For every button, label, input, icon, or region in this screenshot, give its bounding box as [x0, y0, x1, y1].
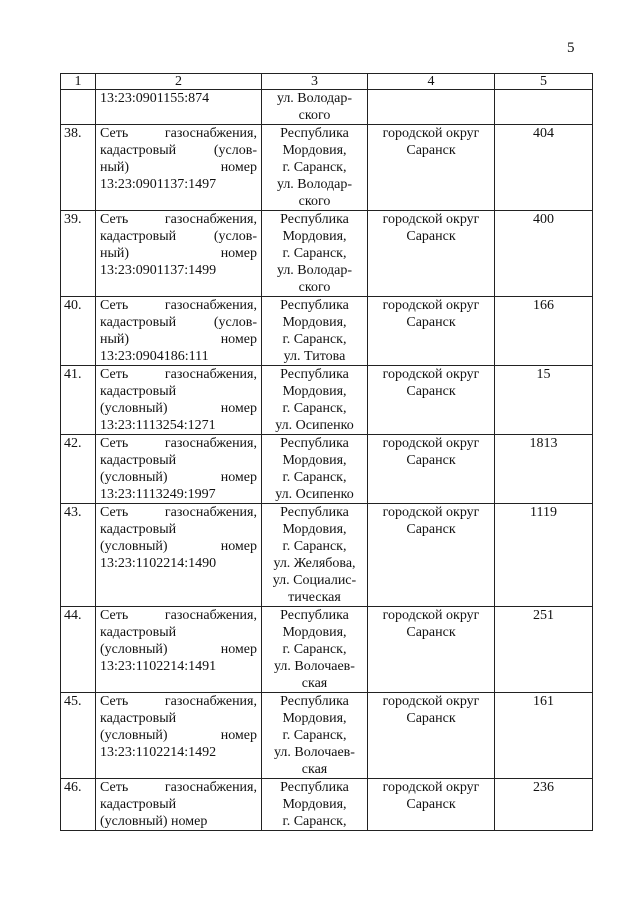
address-line: Мордовия, — [282, 711, 347, 726]
header-cell: 1 — [61, 74, 96, 90]
address-line: ул. Социалис- — [272, 573, 357, 588]
address-cell — [262, 504, 368, 607]
table-row — [61, 435, 593, 504]
address-line: Мордовия, — [282, 797, 347, 812]
district-cell — [368, 435, 495, 504]
table-row-continuation — [61, 90, 593, 125]
description-line: Сеть газоснабжения, — [100, 126, 257, 141]
district-line: Саранск — [406, 711, 456, 726]
table-row — [61, 297, 593, 366]
district-line: городской округ — [382, 298, 480, 313]
address-cell — [262, 693, 368, 779]
address-line: ул. Володар- — [276, 177, 353, 192]
address-line: г. Саранск, — [282, 470, 347, 485]
address-cell — [262, 607, 368, 693]
description-line: кадастровый — [100, 522, 177, 537]
district-cell — [368, 297, 495, 366]
row-number-cell — [61, 90, 96, 125]
row-number-cell: 39. — [61, 211, 96, 297]
address-line: ского — [298, 108, 331, 123]
description-line: 13:23:1102214:1491 — [100, 659, 217, 674]
address-line: Мордовия, — [282, 229, 347, 244]
address-line: Мордовия, — [282, 315, 347, 330]
length-cell: 1119 — [495, 504, 593, 607]
district-cell — [368, 366, 495, 435]
address-line: Мордовия, — [282, 453, 347, 468]
description-line: Сеть газоснабжения, — [100, 505, 257, 520]
address-line: ул. Осипенко — [275, 418, 354, 433]
property-table — [60, 73, 593, 831]
description-line: кадастровый — [100, 711, 177, 726]
address-line: Республика — [280, 126, 349, 141]
description-line: 13:23:0901155:874 — [100, 91, 210, 106]
address-line: Республика — [280, 298, 349, 313]
description-cell — [96, 504, 262, 607]
address-line: Мордовия, — [282, 625, 347, 640]
district-line: городской округ — [382, 780, 480, 795]
header-cell: 2 — [96, 74, 262, 90]
address-line: Республика — [280, 505, 349, 520]
description-line: 13:23:1113249:1997 — [100, 487, 216, 502]
address-line: г. Саранск, — [282, 246, 347, 261]
description-cell — [96, 297, 262, 366]
district-line: городской округ — [382, 212, 480, 227]
header-cell: 3 — [262, 74, 368, 90]
length-cell: 161 — [495, 693, 593, 779]
description-line: кадастровый — [100, 384, 177, 399]
address-line: Республика — [280, 780, 349, 795]
district-line: Саранск — [406, 797, 456, 812]
district-line: Саранск — [406, 384, 456, 399]
address-line: ул. Волочаев- — [274, 659, 355, 674]
address-line: г. Саранск, — [282, 539, 347, 554]
address-line: ского — [298, 194, 331, 209]
table-row — [61, 504, 593, 607]
district-cell — [368, 693, 495, 779]
table-row — [61, 211, 593, 297]
address-cell — [262, 211, 368, 297]
address-cell — [262, 297, 368, 366]
description-cell — [96, 607, 262, 693]
length-cell — [495, 90, 593, 125]
table-row — [61, 607, 593, 693]
header-row — [61, 74, 593, 90]
address-line: г. Саранск, — [282, 728, 347, 743]
description-line: Сеть газоснабжения, — [100, 608, 257, 623]
description-cell — [96, 125, 262, 211]
address-line: Мордовия, — [282, 143, 347, 158]
district-line: городской округ — [382, 126, 480, 141]
description-line: 13:23:0901137:1497 — [100, 177, 217, 192]
description-line: (условный) номер — [100, 470, 257, 485]
district-cell — [368, 90, 495, 125]
description-line: ный) номер — [100, 332, 257, 347]
description-cell — [96, 779, 262, 831]
length-cell: 166 — [495, 297, 593, 366]
address-line: Республика — [280, 608, 349, 623]
district-cell — [368, 125, 495, 211]
district-line: Саранск — [406, 315, 456, 330]
row-number-cell: 45. — [61, 693, 96, 779]
district-cell — [368, 504, 495, 607]
address-line: ул. Володар- — [276, 263, 353, 278]
table-row — [61, 366, 593, 435]
description-line: ный) номер — [100, 160, 257, 175]
description-cell — [96, 435, 262, 504]
length-cell: 15 — [495, 366, 593, 435]
district-line: городской округ — [382, 694, 480, 709]
district-cell — [368, 211, 495, 297]
address-line: г. Саранск, — [282, 160, 347, 175]
length-cell: 251 — [495, 607, 593, 693]
district-line: городской округ — [382, 436, 480, 451]
table-row — [61, 693, 593, 779]
address-line: Мордовия, — [282, 384, 347, 399]
description-line: кадастровый (услов- — [100, 143, 257, 158]
district-line: Саранск — [406, 522, 456, 537]
address-line: ул. Волочаев- — [274, 745, 355, 760]
header-cell: 5 — [495, 74, 593, 90]
description-cell — [96, 693, 262, 779]
description-line: Сеть газоснабжения, — [100, 694, 257, 709]
address-line: тическая — [288, 590, 341, 605]
length-cell: 1813 — [495, 435, 593, 504]
district-line: Саранск — [406, 229, 456, 244]
description-line: 13:23:0904186:111 — [100, 349, 209, 364]
description-line: (условный) номер — [100, 642, 257, 657]
description-line: кадастровый (услов- — [100, 229, 257, 244]
length-cell: 404 — [495, 125, 593, 211]
row-number-cell: 43. — [61, 504, 96, 607]
description-line: кадастровый — [100, 453, 177, 468]
address-line: г. Саранск, — [282, 642, 347, 657]
address-line: Мордовия, — [282, 522, 347, 537]
description-cell — [96, 211, 262, 297]
address-line: Республика — [280, 694, 349, 709]
district-line: Саранск — [406, 143, 456, 158]
description-line: 13:23:1102214:1490 — [100, 556, 217, 571]
row-number-cell: 38. — [61, 125, 96, 211]
description-line: 13:23:1102214:1492 — [100, 745, 217, 760]
address-line: ская — [301, 676, 328, 691]
description-line: (условный) номер — [100, 539, 257, 554]
district-cell — [368, 779, 495, 831]
row-number-cell: 42. — [61, 435, 96, 504]
address-cell — [262, 125, 368, 211]
description-line: 13:23:0901137:1499 — [100, 263, 217, 278]
description-line: Сеть газоснабжения, — [100, 212, 257, 227]
address-line: Республика — [280, 367, 349, 382]
description-cell — [96, 90, 262, 125]
length-cell: 400 — [495, 211, 593, 297]
description-line: (условный) номер — [100, 814, 208, 829]
address-line: г. Саранск, — [282, 332, 347, 347]
row-number-cell: 40. — [61, 297, 96, 366]
address-line: ул. Желябова, — [273, 556, 356, 571]
address-line: Республика — [280, 212, 349, 227]
district-cell — [368, 607, 495, 693]
page-number: 5 — [567, 40, 575, 56]
address-cell — [262, 779, 368, 831]
description-line: 13:23:1113254:1271 — [100, 418, 216, 433]
row-number-cell: 41. — [61, 366, 96, 435]
address-line: г. Саранск, — [282, 401, 347, 416]
description-cell — [96, 366, 262, 435]
description-line: Сеть газоснабжения, — [100, 367, 257, 382]
district-line: городской округ — [382, 367, 480, 382]
description-line: кадастровый — [100, 797, 177, 812]
table-row — [61, 125, 593, 211]
address-line: ул. Титова — [283, 349, 346, 364]
address-cell — [262, 90, 368, 125]
description-line: кадастровый — [100, 625, 177, 640]
description-line: (условный) номер — [100, 401, 257, 416]
district-line: городской округ — [382, 608, 480, 623]
district-line: Саранск — [406, 453, 456, 468]
address-line: ул. Осипенко — [275, 487, 354, 502]
address-line: Республика — [280, 436, 349, 451]
length-cell: 236 — [495, 779, 593, 831]
district-line: городской округ — [382, 505, 480, 520]
description-line: Сеть газоснабжения, — [100, 298, 257, 313]
row-number-cell: 46. — [61, 779, 96, 831]
header-cell: 4 — [368, 74, 495, 90]
address-line: ского — [298, 280, 331, 295]
address-cell — [262, 366, 368, 435]
description-line: кадастровый (услов- — [100, 315, 257, 330]
description-line: ный) номер — [100, 246, 257, 261]
address-line: ул. Володар- — [276, 91, 353, 106]
district-line: Саранск — [406, 625, 456, 640]
description-line: Сеть газоснабжения, — [100, 780, 257, 795]
address-line: ская — [301, 762, 328, 777]
row-number-cell: 44. — [61, 607, 96, 693]
address-line: г. Саранск, — [282, 814, 347, 829]
description-line: (условный) номер — [100, 728, 257, 743]
table-row — [61, 779, 593, 831]
address-cell — [262, 435, 368, 504]
description-line: Сеть газоснабжения, — [100, 436, 257, 451]
